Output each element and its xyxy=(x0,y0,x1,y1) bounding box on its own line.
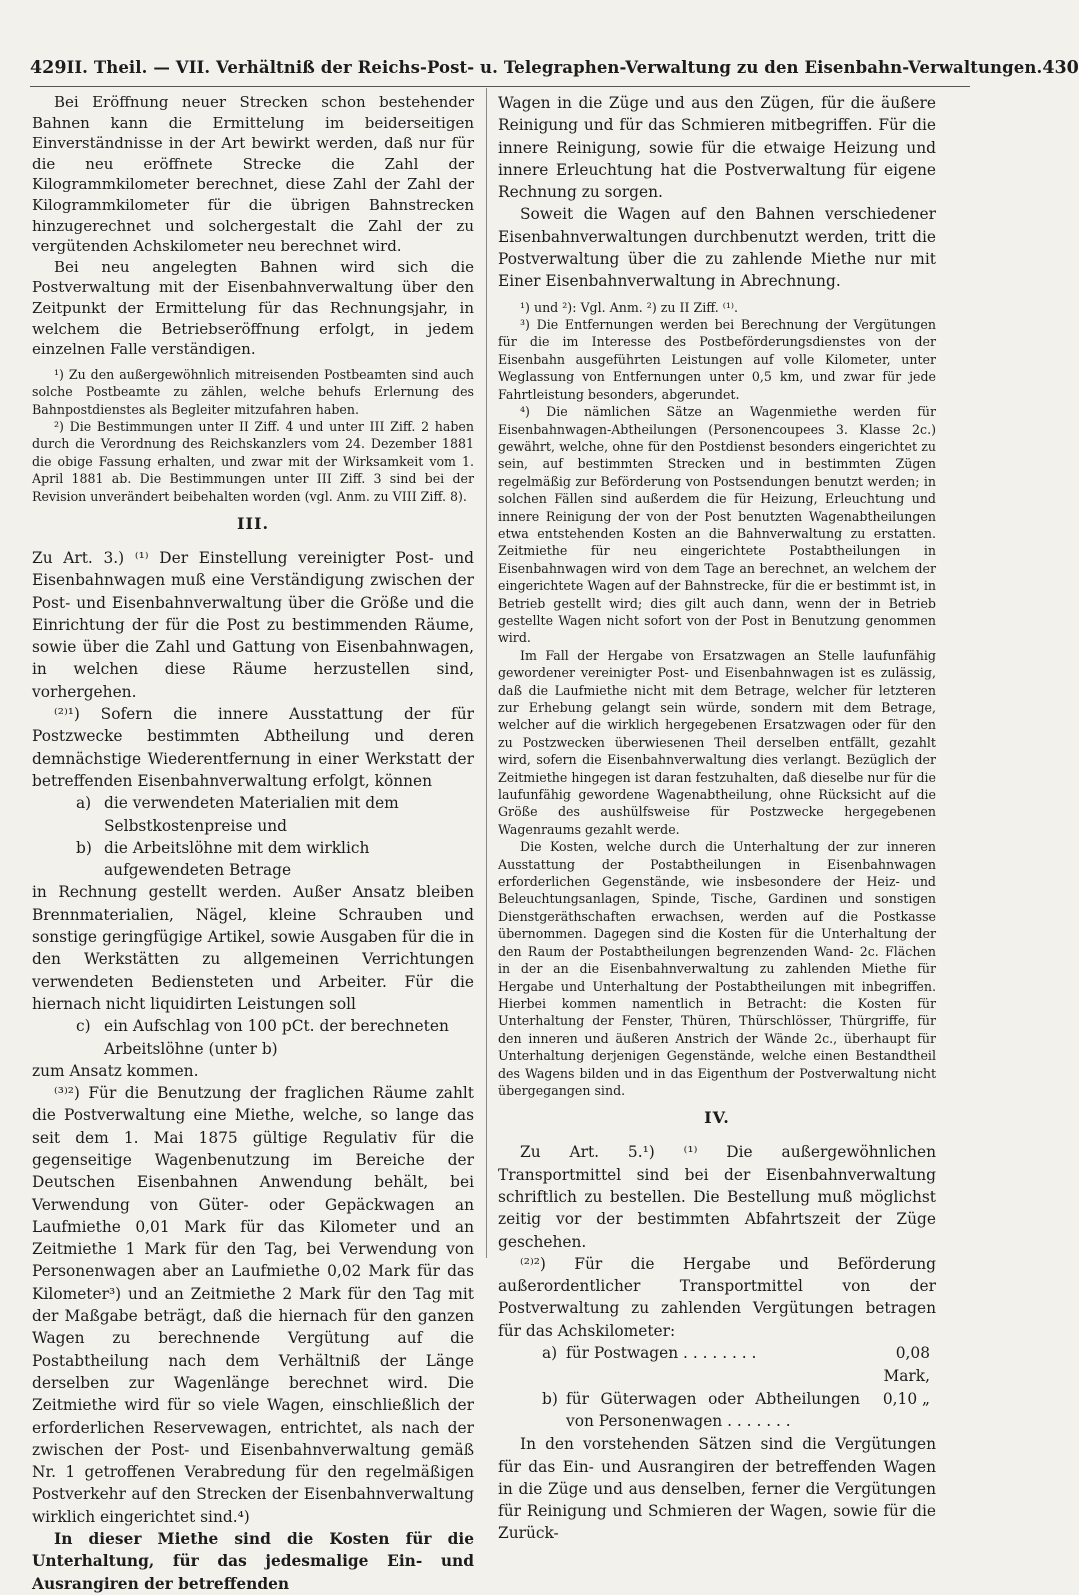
section-heading: III. xyxy=(236,513,270,533)
column-divider xyxy=(486,88,487,1258)
running-header xyxy=(30,58,1079,84)
list-item-text: die verwendeten Materialien mit dem Selbstkostenpreise und xyxy=(104,794,399,835)
footnote: ¹) und ²): Vgl. Anm. ²) zu II Ziff. ⁽¹⁾. xyxy=(520,299,738,315)
right-column xyxy=(498,92,936,1543)
rate-label: b) xyxy=(542,1389,558,1408)
footnote: Die Kosten, welche durch die Unterhaltung der zur inneren Ausstattung der Postabtheilungen in Eisenbahnwagen erforderlichen Gegenstände, wie insbesondere der Heiz- und Beleuchtungsanlagen, Spinde, Tische, Gardinen und sonstigen Dienstgeräthschaften erwachsen, werden auf die Postkasse übernommen. Dagegen sind die Kosten für die Unterhaltung der den Raum der Postabtheilungen begrenzenden Wand- 2c. Flächen in der an die Eisenbahnverwaltung zu zahlenden Miethe für Hergabe und Unterhaltung der Postabtheilungen mit inbegriffen. Hierbei kommen namentlich in Betracht: die Kosten für Unterhaltung der Fenster, Thüren, Thürschlösser, Thürgriffe, für den inneren und äußeren Anstrich der Wände 2c., überhaupt für Unterhaltung derjenigen Gegenstände, welche einen Bestandtheil des Wagens bilden und in das Eigenthum der Postverwaltung nicht übergegangen sind. xyxy=(498,839,936,1098)
rate-label: a) xyxy=(542,1344,558,1363)
rate-value: 0,08 Mark, xyxy=(883,1344,930,1385)
list-item-text: ein Aufschlag von 100 pCt. der berechneten Arbeitslöhne (unter b) xyxy=(104,1017,449,1058)
section-heading: IV. xyxy=(704,1108,730,1128)
list-item-label: a) xyxy=(76,794,92,813)
rate-row xyxy=(498,1388,936,1434)
list-item xyxy=(32,1015,474,1060)
footnote: ¹) Zu den außergewöhnlich mitreisenden Postbeamten sind auch solche Postbeamte zu zählen, welche behufs Erlernung des Bahnpostdienstes als Begleiter mitzufahren haben. xyxy=(32,366,474,417)
page-number-right: 430 xyxy=(1042,58,1079,78)
paragraph: Bei Eröffnung neuer Strecken schon bestehender Bahnen kann die Ermittelung im beiderseitigen Einverständnisse in der Art bewirkt werden, daß nur für die neu eröffnete Strecke die Zahl der Kilogrammkilometer berechnet, diese Zahl der Zahl der Kilogrammkilometer für die übrigen Bahnstrecken hinzugerechnet und solchergestalt die Zahl der zu vergütenden Achskilometer neu berechnet wird. xyxy=(32,93,474,256)
paragraph: ⁽²⁾²) Für die Hergabe und Beförderung außerordentlicher Transportmittel von der Postverwaltung zu zahlenden Vergütungen betragen für das Achskilometer: xyxy=(498,1254,936,1340)
list-item-text: die Arbeitslöhne mit dem wirklich aufgewendeten Betrage xyxy=(104,838,370,880)
footnote: ⁴) Die nämlichen Sätze an Wagenmiethe werden für Eisenbahnwagen-Abtheilungen (Personencoupees 3. Klasse 2c.) gewährt, welche, ohne für den Postdienst besonders eingerichtet zu sein, auf bestimmten Strecken und in bestimmten Zügen regelmäßig zur Beförderung von Postsendungen benutzt werden; in solchen Fällen sind außerdem die für Heizung, Erleuchtung und innere Reinigung der von der Post benutzten Wagenabtheilungen etwa entstehenden Kosten an die Bahnverwaltung zu erstatten. Zeitmiethe für neu eingerichtete Postabtheilungen in Eisenbahnwagen wird von dem Tage an berechnet, an welchem der eingerichtete Wagen auf der Bahnstrecke, für die er bestimmt ist, in Betrieb gestellt wird; dies gilt auch dann, wenn der in Betrieb gestellte Wagen nicht sofort von der Post in Benutzung genommen wird. xyxy=(498,404,936,646)
paragraph: Soweit die Wagen auf den Bahnen verschiedener Eisenbahnverwaltungen durchbenutzt werden, tritt die Postverwaltung über die zu zahlende Miethe nur mit Einer Eisenbahnverwaltung in Abrechnung. xyxy=(498,205,936,291)
header-rule xyxy=(30,86,970,87)
page-number-left: 429 xyxy=(30,58,67,78)
footnote: Im Fall der Hergabe von Ersatzwagen an Stelle laufunfähig gewordener vereinigter Post- und Eisenbahnwagen ist es zulässig, daß die Laufmiethe nicht mit dem Betrage, welcher für letzteren zur Erhebung gelangt sein würde, sondern mit dem Betrage, welcher auf die wirklich hergegebenen Ersatzwagen oder für den zu Postzwecken überwiesenen Theil derselben entfällt, gezahlt wird, sofern die Eisenbahnverwaltung dies verlangt. Bezüglich der Zeitmiethe hingegen ist daran festzuhalten, daß dieselbe nur für die laufunfähig gewordene Wagenabtheilung, ohne Rücksicht auf die Größe des aushülfsweise für Postzwecke hergegebenen Wagenraums gezahlt werde. xyxy=(498,647,936,837)
footnote: ³) Die Entfernungen werden bei Berechnung der Vergütungen für die im Interesse des Postbeförderungsdienstes von der Eisenbahn ausgeführten Leistungen auf volle Kilometer, unter Weglassung von Entfernungen unter 0,5 km, und zwar für jede Fahrtleistung besonders, abgerundet. xyxy=(498,317,936,402)
left-column xyxy=(32,92,474,1593)
paragraph: ⁽²⁾¹) Sofern die innere Ausstattung der für Postzwecke bestimmten Abtheilung und deren demnächstige Wiederentfernung in einer Werkstatt der betreffenden Eisenbahnverwaltung erfolgt, können xyxy=(32,705,474,790)
list-item-label: b) xyxy=(76,838,92,857)
list-item xyxy=(32,792,474,837)
article-paragraph: Zu Art. 3.) ⁽¹⁾ Der Einstellung vereinigter Post- und Eisenbahnwagen muß eine Verständigung zwischen der Post- und Eisenbahnverwaltung über die Größe und die Einrichtung der für die Post zu bestimmenden Räume, sowie über die Zahl und Gattung von Eisenbahnwagen, in welchen diese Räume herzustellen sind, vorhergehen. xyxy=(32,548,474,701)
list-item-label: c) xyxy=(76,1017,91,1036)
rate-text: für Güterwagen oder Abtheilungen von Personenwagen . . . . . . . xyxy=(566,1389,860,1431)
paragraph: Bei neu angelegten Bahnen wird sich die Postverwaltung mit der Eisenbahnverwaltung über den Zeitpunkt der Ermittelung für das Rechnungsjahr, in welchem die Betriebseröffnung erfolgt, in jedem einzelnen Falle verständigen. xyxy=(32,257,474,359)
running-title: II. Theil. — VII. Verhältniß der Reichs-Post- u. Telegraphen-Verwaltung zu den Eisenbahn-Verwaltungen. xyxy=(66,58,1043,77)
paragraph: zum Ansatz kommen. xyxy=(32,1061,199,1080)
footnote: ²) Die Bestimmungen unter II Ziff. 4 und unter III Ziff. 2 haben durch die Verordnung des Reichskanzlers vom 24. Dezember 1881 die obige Fassung erhalten, und zwar mit der Wirksamkeit vom 1. April 1881 ab. Die Bestimmungen unter III Ziff. 3 sind bei der Revision unverändert beibehalten worden (vgl. Anm. zu VIII Ziff. 8). xyxy=(32,418,474,504)
paragraph: in Rechnung gestellt werden. Außer Ansatz bleiben Brennmaterialien, Nägel, kleine Schrauben und sonstige geringfügige Artikel, sowie Ausgaben für die in den Werkstätten zu allgemeinen Verrichtungen verwendeten Bediensteten und Arbeiter. Für die hiernach nicht liquidirten Leistungen soll xyxy=(32,883,474,1013)
paragraph: In den vorstehenden Sätzen sind die Vergütungen für das Ein- und Ausrangiren der betreffenden Wagen in die Züge und aus denselben, ferner die Vergütungen für Reinigung und Schmieren der Wagen, sowie für die Zurück- xyxy=(498,1435,936,1543)
paragraph: In dieser Miethe sind die Kosten für die Unterhaltung, für das jedesmalige Ein- und Ausrangiren der betreffenden xyxy=(32,1530,474,1593)
article-paragraph: Zu Art. 5.¹) ⁽¹⁾ Die außergewöhnlichen Transportmittel sind bei der Eisenbahnverwaltung schriftlich zu bestellen. Die Bestellung muß möglichst zeitig vor der bestimmten Abfahrtszeit der Züge geschehen. xyxy=(498,1143,936,1251)
paragraph: ⁽³⁾²) Für die Benutzung der fraglichen Räume zahlt die Postverwaltung eine Miethe, welche, so lange das seit dem 1. Mai 1875 gültige Regulativ für die gegenseitige Wagenbenutzung im Bereiche der Deutschen Eisenbahnen Anwendung behält, bei Verwendung von Güter- oder Gepäckwagen an Laufmiethe 0,01 Mark für das Kilometer und an Zeitmiethe 1 Mark für den Tag, bei Verwendung von Personenwagen aber an Laufmiethe 0,02 Mark für das Kilometer³) und an Zeitmiethe 2 Mark für den Tag mit der Maßgabe beträgt, daß die hiernach für den ganzen Wagen zu berechnende Vergütung auf die Postabtheilung nach dem Verhältniß der Länge derselben zur Wagenlänge berechnet wird. Die Zeitmiethe wird für so viele Wagen, einschließlich der erforderlichen Reservewagen, entrichtet, als nach der zwischen der Post- und Eisenbahnverwaltung gemäß Nr. 1 getroffenen Verabredung für den regelmäßigen Postverkehr auf den Strecken der Eisenbahnverwaltung wirklich eingerichtet sind.⁴) xyxy=(32,1084,474,1526)
rate-value: 0,10 „ xyxy=(882,1389,930,1408)
rate-text: für Postwagen . . . . . . . . xyxy=(566,1344,757,1363)
rate-row xyxy=(498,1342,936,1388)
list-item xyxy=(32,837,474,882)
paragraph: Wagen in die Züge und aus den Zügen, für die äußere Reinigung und für das Schmieren mitbegriffen. Für die innere Reinigung, sowie für die etwaige Heizung und innere Erleuchtung hat die Postverwaltung für eigene Rechnung zu sorgen. xyxy=(498,94,936,202)
